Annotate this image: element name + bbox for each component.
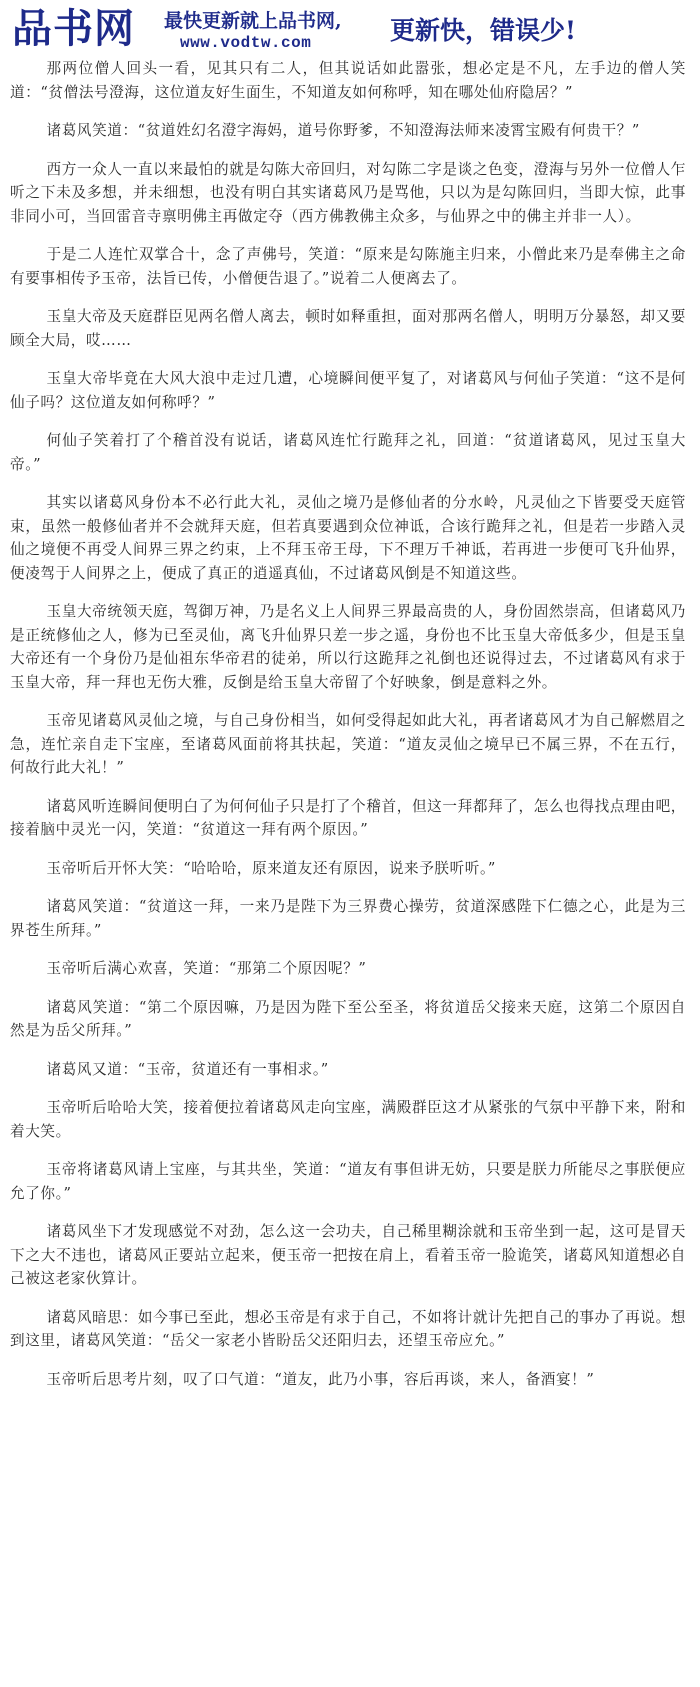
chapter-content [10,57,686,1406]
paragraph: 玉帝将诸葛风请上宝座，与其共坐，笑道：“道友有事但讲无妨，只要是朕力所能尽之事朕便应允了你。” [10,1161,686,1202]
paragraph: 玉皇大帝及天庭群臣见两名僧人离去，顿时如释重担，面对那两名僧人，明明万分暴怒，却又要顾全大局，哎…… [10,308,686,349]
paragraph: 诸葛风又道：“玉帝，贫道还有一事相求。” [46,1060,329,1078]
paragraph: 诸葛风坐下才发现感觉不对劲，怎么这一会功夫，自己稀里糊涂就和玉帝坐到一起，这可是冒天下之大不违也，诸葛风正要站立起来，便玉帝一把按在肩上，看着玉帝一脸诡笑，诸葛风知道想必自己被这老家伙算计。 [10,1223,686,1287]
paragraph: 诸葛风暗思：如今事已至此，想必玉帝是有求于自己，不如将计就计先把自己的事办了再说。想到这里，诸葛风笑道：“岳父一家老小皆盼岳父还阳归去，还望玉帝应允。” [10,1308,686,1349]
paragraph: 那两位僧人回头一看，见其只有二人，但其说话如此嚣张，想必定是不凡，左手边的僧人笑道：“贫僧法号澄海，这位道友好生面生，不知道友如何称呼，知在哪处仙府隐居？” [10,60,686,101]
paragraph: 玉皇大帝统领天庭，驾御万神，乃是名义上人间界三界最高贵的人，身份固然崇高，但诸葛风乃是正统修仙之人，修为已至灵仙，离飞升仙界只差一步之遥，身份也不比玉皇大帝低多少，但是玉皇大帝还有一个身份乃是仙祖东华帝君的徒弟，所以行这跪拜之礼倒也还说得过去，不过诸葛风有求于玉皇大帝，拜一拜也无伤大雅，反倒是给玉皇大帝留了个好映象，倒是意料之外。 [10,603,686,691]
site-banner[interactable] [12,6,688,56]
paragraph: 诸葛风听连瞬间便明白了为何何仙子只是打了个稽首，但这一拜都拜了，怎么也得找点理由吧，接着脑中灵光一闪，笑道：“贫道这一拜有两个原因。” [10,797,686,838]
paragraph: 玉帝见诸葛风灵仙之境，与自己身份相当，如何受得起如此大礼，再者诸葛风才为自己解燃眉之急，连忙亲自走下宝座，至诸葛风面前将其扶起，笑道：“道友灵仙之境早已不属三界，不在五行，何故行此大礼！” [10,712,686,776]
paragraph: 诸葛风笑道：“第二个原因嘛，乃是因为陛下至公至圣，将贫道岳父接来天庭，这第二个原因自然是为岳父所拜。” [10,998,686,1039]
paragraph: 何仙子笑着打了个稽首没有说话，诸葛风连忙行跪拜之礼，回道：“贫道诸葛风，见过玉皇大帝。” [10,432,686,473]
paragraph: 玉帝听后开怀大笑：“哈哈哈，原来道友还有原因，说来予朕听听。” [46,859,496,877]
paragraph: 诸葛风笑道：“贫道姓幻名澄字海妈，道号你野爹，不知澄海法师来凌霄宝殿有何贵干？” [46,122,640,139]
paragraph: 玉帝听后哈哈大笑，接着便拉着诸葛风走向宝座，满殿群臣这才从紧张的气氛中平静下来，附和着大笑。 [10,1099,686,1140]
paragraph: 玉皇大帝毕竟在大风大浪中走过几遭，心境瞬间便平复了，对诸葛风与何仙子笑道：“这不是何仙子吗？这位道友如何称呼？” [10,370,686,411]
banner-tagline: 更新快，错误少! [390,16,576,45]
site-url-link[interactable]: www.vodtw.com [180,34,312,52]
paragraph: 诸葛风笑道：“贫道这一拜，一来乃是陛下为三界费心操劳，贫道深感陛下仁德之心，此是为三界苍生所拜。” [10,898,686,939]
paragraph: 玉帝听后思考片刻，叹了口气道：“道友，此乃小事，容后再谈，来人，备酒宴！” [46,1370,595,1388]
paragraph: 其实以诸葛风身份本不必行此大礼，灵仙之境乃是修仙者的分水岭，凡灵仙之下皆要受天庭管束，虽然一般修仙者并不会就拜天庭，但若真要遇到众位神诋，合该行跪拜之礼，但是若一步踏入灵仙之境便不再受人间界三界之约束，上不拜玉帝王母，下不理万千神诋，若再进一步便可飞升仙界，便凌驾于人间界之上，便成了真正的逍遥真仙，不过诸葛风倒是不知道这些。 [10,494,686,582]
paragraph: 玉帝听后满心欢喜，笑道：“那第二个原因呢？” [46,960,367,977]
paragraph: 西方一众人一直以来最怕的就是勾陈大帝回归，对勾陈二字是谈之色变，澄海与另外一位僧人乍听之下未及多想，并未细想，也没有明白其实诸葛风乃是骂他，只以为是勾陈回归，当即大惊，此事非同小可，当回雷音寺禀明佛主再做定夺（西方佛教佛主众多，与仙界之中的佛主并非一人）。 [10,160,686,225]
banner-slogan: 最快更新就上品书网, [164,10,342,32]
site-logo[interactable]: 品书网 [12,5,135,52]
paragraph: 于是二人连忙双掌合十，念了声佛号，笑道：“原来是勾陈施主归来，小僧此来乃是奉佛主之命有要事相传予玉帝，法旨已传，小僧便告退了。”说着二人便离去了。 [10,246,686,287]
